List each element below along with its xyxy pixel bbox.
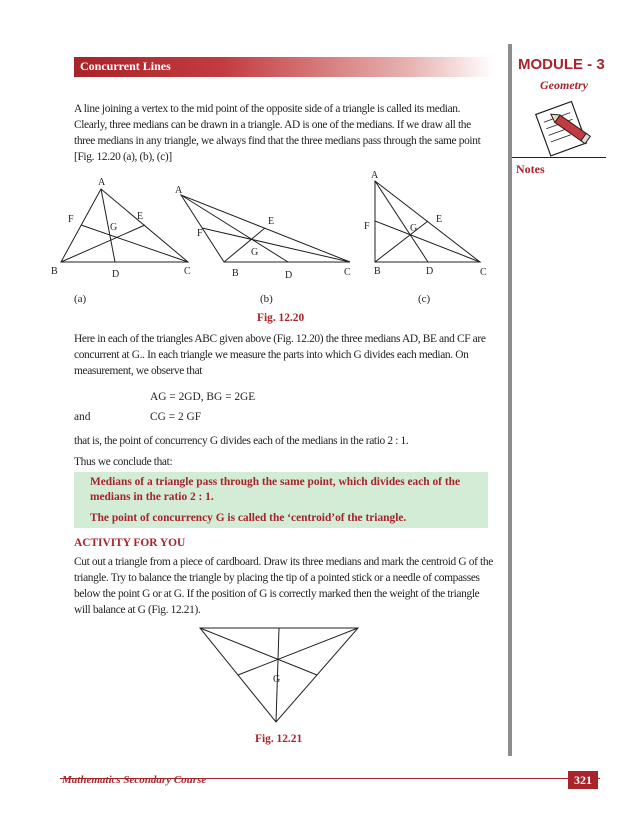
observation-paragraph: Here in each of the triangles ABC given above (Fig. 12.20) the three medians AD, BE and CF are concurrent at G.. In each triangle we measure the parts into which G divides each median. On measurement, we observe that — [74, 333, 486, 377]
sublabel-b: (b) — [260, 293, 273, 305]
sublabel-a: (a) — [74, 293, 87, 305]
label-a-b: A — [175, 185, 183, 196]
label-e-c: E — [436, 214, 443, 225]
subject-label: Geometry — [540, 78, 588, 92]
ratio-paragraph: that is, the point of concurrency G divides each of the medians in the ratio 2 : 1. — [74, 435, 409, 447]
median-2-fig-12-21 — [238, 628, 358, 675]
label-e-a: E — [137, 211, 144, 222]
page-number: 321 — [568, 771, 598, 789]
footer-course: Mathematics Secondary Course — [62, 774, 207, 786]
equation-2: CG = 2 GF — [150, 411, 202, 423]
activity-heading: ACTIVITY FOR YOU — [74, 537, 186, 549]
module-label: MODULE - 3 — [518, 56, 605, 73]
sublabel-c: (c) — [418, 293, 431, 305]
label-c-b: C — [344, 267, 351, 278]
label-c-c: C — [480, 267, 487, 278]
label-g-c: G — [410, 223, 418, 234]
notes-label: Notes — [516, 162, 545, 176]
label-g-fig-12-21: G — [273, 674, 281, 685]
centroid-definition: The point of concurrency G is called the ‘centroid’of the triangle. — [90, 512, 407, 524]
label-f-c: F — [364, 221, 370, 232]
label-d-c: D — [426, 266, 434, 277]
label-f-a: F — [68, 214, 74, 225]
label-b-c: B — [374, 266, 381, 277]
theorem-statement: Medians of a triangle pass through the same point, which divides each of the medians in the ratio 2 : 1. — [90, 476, 461, 503]
label-d-a: D — [112, 269, 120, 280]
median-1-fig-12-21 — [200, 628, 317, 675]
label-f-b: F — [197, 228, 203, 239]
and-label: and — [74, 411, 91, 423]
label-c-a: C — [184, 266, 191, 277]
label-a-c: A — [371, 170, 379, 181]
label-a-a: A — [98, 177, 106, 188]
equation-1: AG = 2GD, BG = 2GE — [150, 391, 256, 403]
section-title: Concurrent Lines — [80, 59, 171, 73]
figure-12-21-caption: Fig. 12.21 — [255, 733, 303, 745]
label-g-b: G — [251, 247, 259, 258]
label-b-b: B — [232, 268, 239, 279]
label-g-a: G — [110, 222, 118, 233]
label-b-a: B — [51, 266, 58, 277]
activity-paragraph: Cut out a triangle from a piece of cardboard. Draw its three medians and mark the centroid G of the triangle. Try to balance the triangle by placing the tip of a pointed stick or a needle of compasses below the point G or at G. If the position of G is correctly marked then the weight of the triangle will balance at G (Fig. 12.21). — [74, 556, 493, 616]
conclusion-lead: Thus we conclude that: — [74, 456, 173, 468]
label-d-b: D — [285, 270, 293, 281]
figure-12-20-caption: Fig. 12.20 — [257, 312, 305, 324]
intro-paragraph: A line joining a vertex to the mid point of the opposite side of a triangle is called its median. Clearly, three medians can be drawn in a triangle. AD is one of the medians. If we draw all the three medians in any triangle, we always find that the three medians pass through the same point [Fig. 12.20 (a), (b), (c)] — [74, 103, 481, 163]
label-e-b: E — [268, 216, 275, 227]
